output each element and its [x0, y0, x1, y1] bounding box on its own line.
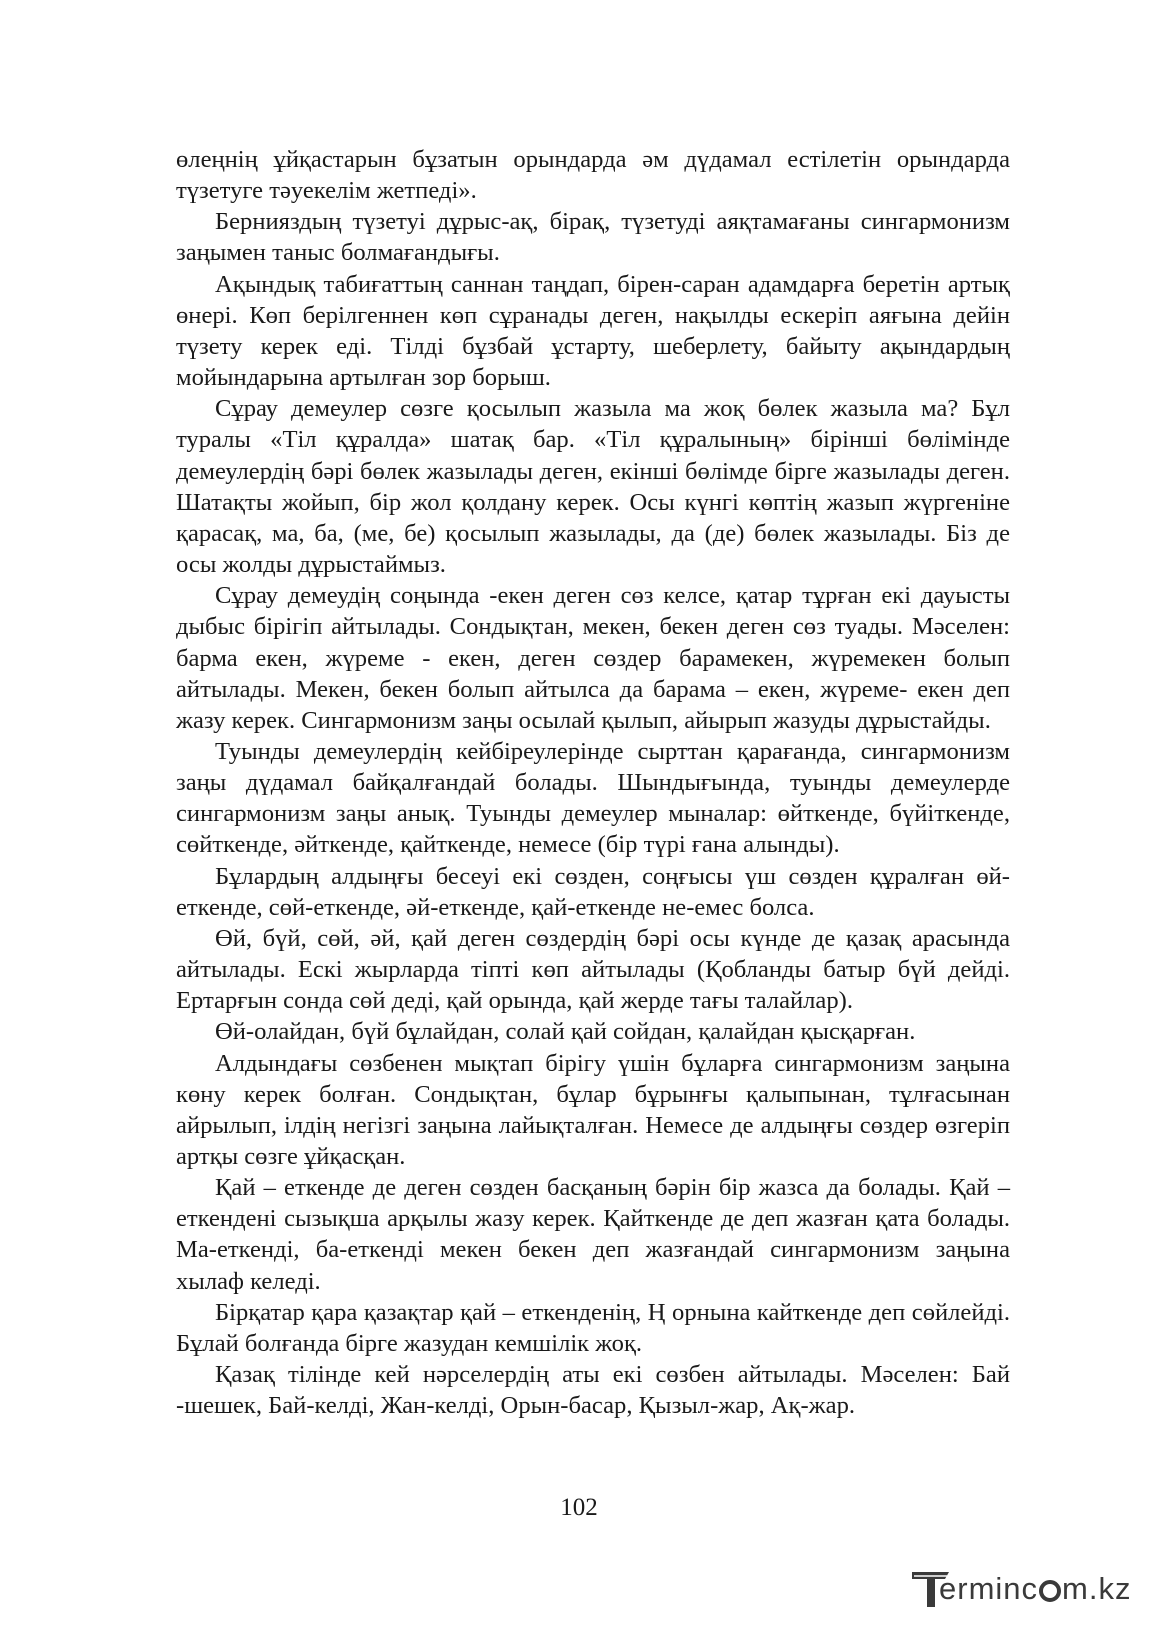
watermark-brand: erminc: [939, 1571, 1039, 1606]
watermark-domain: m.kz: [1062, 1571, 1132, 1606]
watermark-o-icon: [1039, 1580, 1061, 1602]
paragraph: өлеңнің ұйқастарын бұзатын орындарда әм дүдамал естілетін орындарда түзетуге тәуекелім жетпеді».: [176, 146, 1010, 205]
watermark: [909, 1567, 1131, 1611]
paragraph: Сұрау демеулер сөзге қосылып жазыла ма жоқ бөлек жазыла ма? Бұл туралы «Тіл құралда» шатақ бар. «Тіл құралының» бірінші бөлімінде демеулердің бәрі бөлек жазылады деген, екінші бөлімде бірге жазылады деген. Шатақты жойып, бір жол қолдану керек. Осы күнгі көптің жазып жүргеніне қарасақ, ма, ба, (ме, бе) қосылып жазылады, да (де) бөлек жазылады. Біз де осы жолды дұрыстаймыз.: [176, 395, 1010, 579]
paragraph: Сұрау демеудің соңында -екен деген сөз келсе, қатар тұрған екі дауысты дыбыс бірігіп айтылады. Сондықтан, мекен, бекен деген сөз туады. Мәселен: барма екен, жүреме - екен, деген сөздер барамекен, жүремекен болып айтылады. Мекен, бекен болып айтылса да барама – екен, жүреме- екен деп жазу керек. Сингармонизм заңы осылай қылып, айырып жазуды дұрыстайды.: [176, 582, 1010, 734]
paragraph: Қазақ тілінде кей нәрселердің аты екі сөзбен айтылады. Мәселен: Бай -шешек, Бай-келді, Жан-келді, Орын-басар, Қызыл-жар, Ақ-жар.: [176, 1361, 1010, 1420]
paragraph: Қай – еткенде де деген сөзден басқаның бәрін бір жазса да болады. Қай – еткендені сызықша арқылы жазу керек. Қайткенде де деп жазған қата болады. Ма-еткенді, ба-еткенді мекен бекен деп жазғандай сингармонизм заңына хылаф келеді.: [176, 1174, 1010, 1295]
page-body: [176, 144, 1010, 1421]
paragraph: Бернияздың түзетуі дұрыс-ақ, бірақ, түзетуді аяқтамағаны сингармонизм заңымен таныс болмағандығы.: [176, 208, 1010, 267]
paragraph: Бұлардың алдыңғы бесеуі екі сөзден, соңғысы үш сөзден құралған өй-еткенде, сөй-еткенде, әй-еткенде, қай-еткенде не-емес болса.: [176, 862, 1010, 921]
paragraph: Туынды демеулердің кейбіреулерінде сырттан қарағанда, сингармонизм заңы дүдамал байқалғандай болады. Шындығында, туынды демеулерде сингармонизм заңы анық. Туынды демеулер мыналар: өйткенде, бүйіткенде, сөйткенде, әйткенде, қайткенде, немесе (бір түрі ғана алынды).: [176, 737, 1010, 859]
paragraph: Өй, бүй, сөй, әй, қай деген сөздердің бәрі осы күнде де қазақ арасында айтылады. Ескі жырларда тіпті көп айтылады (Қобланды батыр бүй дейді. Ертарғын сонда сөй деді, қай орында, қай жерде тағы талайлар).: [176, 924, 1010, 1015]
paragraph: Алдындағы сөзбенен мықтап бірігу үшін бұларға сингармонизм заңына көну керек болған. Сондықтан, бұлар бұрынғы қалыпынан, тұлғасынан айрылып, ілдің негізгі заңына лайықталған. Немесе де алдыңғы сөздер өзгеріп артқы сөзге ұйқасқан.: [176, 1049, 1010, 1170]
watermark-text: [939, 1571, 1131, 1607]
paragraph: Өй-олайдан, бүй бұлайдан, солай қай сойдан, қалайдан қысқарған.: [215, 1018, 916, 1046]
page-number: 102: [560, 1494, 598, 1521]
paragraph: Бірқатар қара қазақтар қай – еткенденің, Ң орнына кайткенде деп сөйлейді. Бұлай болғанда бірге жазудан кемшілік жоқ.: [176, 1298, 1010, 1357]
paragraph: Ақындық табиғаттың саннан таңдап, бірен-саран адамдарға беретін артық өнері. Көп берілгеннен көп сұранады деген, нақылды ескеріп аяғына дейін түзету керек еді. Тілді бұзбай ұстарту, шеберлету, байыту ақындардың мойындарына артылған зор борыш.: [176, 270, 1010, 392]
